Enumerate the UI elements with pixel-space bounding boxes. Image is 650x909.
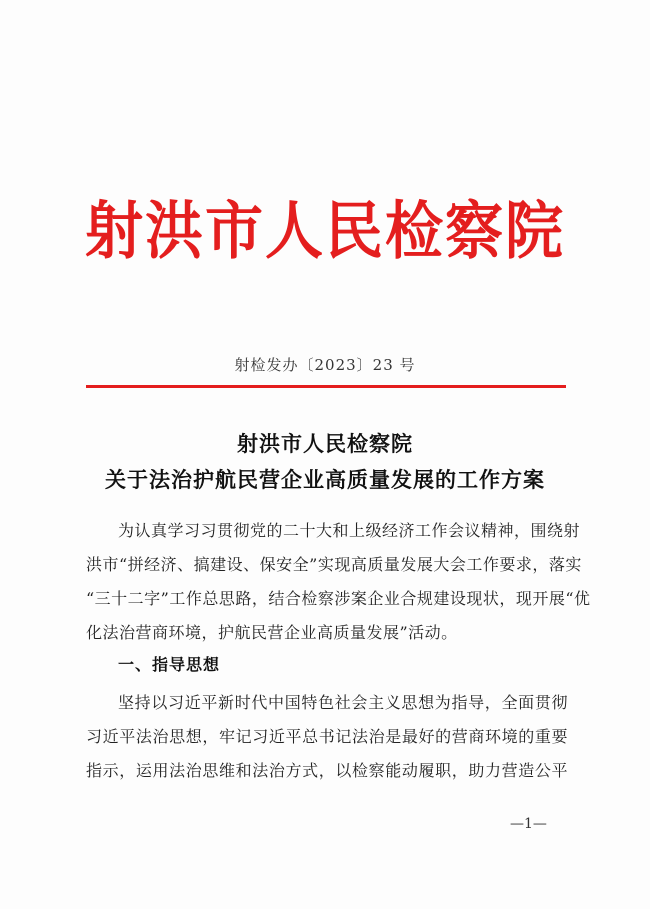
document-title-line-1: 射洪市人民检察院 <box>237 431 413 456</box>
section-line: 指示，运用法治思维和法治方式，以检察能动履职，助力营造公平 <box>86 761 568 780</box>
intro-line: 为认真学习习贯彻党的二十大和上级经济工作会议精神，围绕射 <box>118 521 581 540</box>
intro-line: 化法治营商环境，护航民营企业高质量发展”活动。 <box>86 623 458 642</box>
section-line: 习近平法治思想，牢记习近平总书记法治是最好的营商环境的重要 <box>86 727 568 746</box>
section-heading: 一、指导思想 <box>118 655 221 674</box>
intro-line: 洪市“拼经济、搞建设、保安全”实现高质量发展大会工作要求，落实 <box>86 555 582 574</box>
document-title-line-2: 关于法治护航民营企业高质量发展的工作方案 <box>105 467 545 492</box>
page-number: —1— <box>510 816 547 832</box>
red-divider-line <box>86 385 566 388</box>
section-line: 坚持以习近平新时代中国特色社会主义思想为指导，全面贯彻 <box>118 693 568 712</box>
intro-line: “三十二字”工作总思路，结合检察涉案企业合规建设现状，现开展“优 <box>86 589 591 608</box>
document-number: 射检发办〔2023〕23 号 <box>234 356 416 374</box>
masthead-title: 射洪市人民检察院 <box>84 194 565 268</box>
